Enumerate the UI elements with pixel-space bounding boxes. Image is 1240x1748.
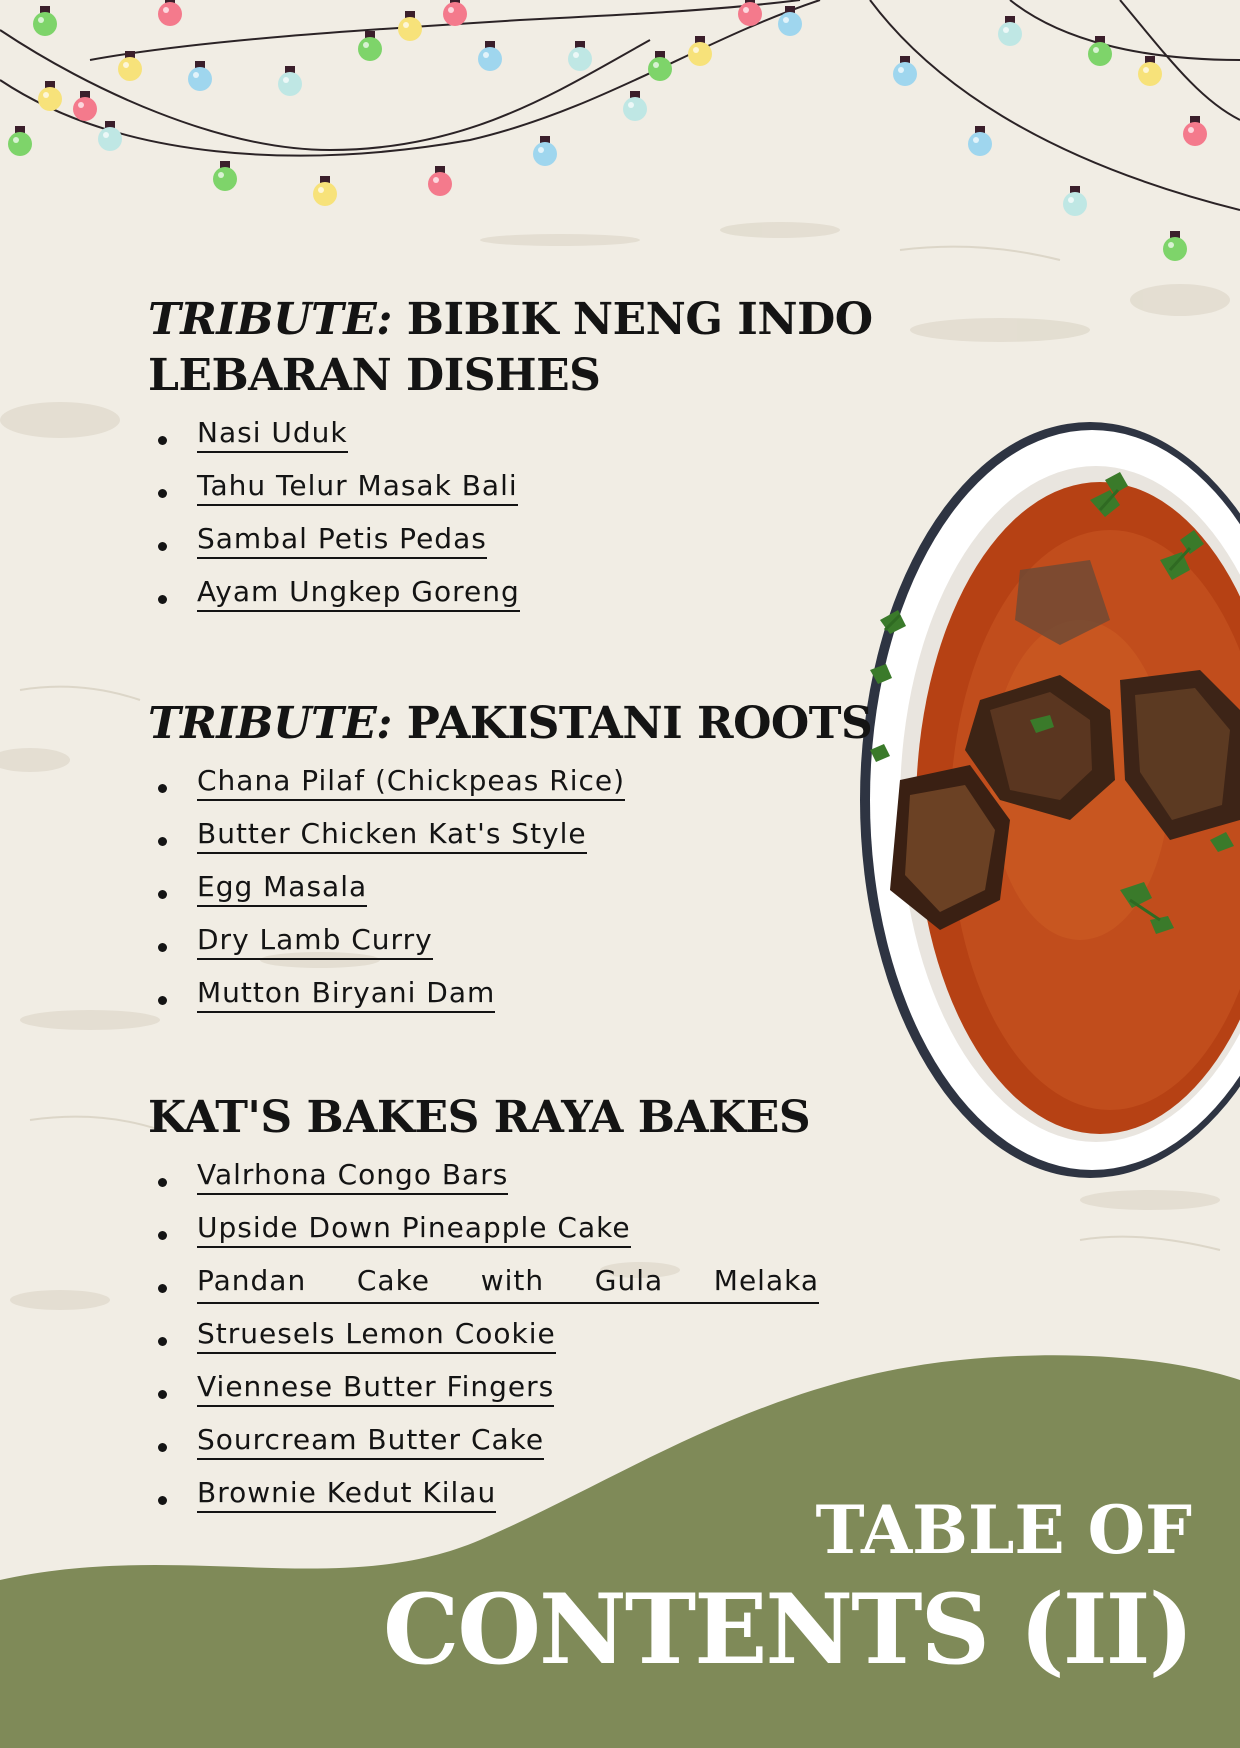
light-wire	[0, 30, 650, 150]
heading-line2: LEBARAN DISHES	[148, 350, 601, 401]
list-item	[148, 1262, 819, 1315]
recipe-link-brownie-kedut[interactable]: Brownie Kedut Kilau	[197, 1476, 496, 1513]
light-bulb-icon	[478, 41, 502, 71]
list-item	[148, 921, 908, 974]
light-bulb-icon	[188, 61, 212, 91]
light-bulb-icon	[38, 81, 62, 111]
recipe-link-pineapple-cake[interactable]: Upside Down Pineapple Cake	[197, 1211, 631, 1248]
list-item	[148, 974, 908, 1027]
light-bulb-icon	[358, 31, 382, 61]
recipe-link-word: Gula	[594, 1264, 664, 1297]
recipe-link-tahu-telur[interactable]: Tahu Telur Masak Bali	[197, 469, 518, 506]
list-item	[148, 520, 873, 573]
recipe-link-valrhona-congo[interactable]: Valrhona Congo Bars	[197, 1158, 508, 1195]
list-item	[148, 1209, 819, 1262]
light-bulb-icon	[688, 36, 712, 66]
title-line-2: CONTENTS (II)	[383, 1573, 1192, 1686]
light-bulb-icon	[98, 121, 122, 151]
recipe-link-nasi-uduk[interactable]: Nasi Uduk	[197, 416, 348, 453]
recipe-link-butter-chicken[interactable]: Butter Chicken Kat's Style	[197, 817, 587, 854]
recipe-link-word: Melaka	[713, 1264, 819, 1297]
recipe-link-mutton-biryani[interactable]: Mutton Biryani Dam	[197, 976, 495, 1013]
light-bulb-icon	[568, 41, 592, 71]
list-item	[148, 1421, 819, 1474]
list-item	[148, 573, 873, 626]
recipe-link-sambal-petis[interactable]: Sambal Petis Pedas	[197, 522, 487, 559]
recipe-link-egg-masala[interactable]: Egg Masala	[197, 870, 367, 907]
recipe-link-dry-lamb-curry[interactable]: Dry Lamb Curry	[197, 923, 433, 960]
light-bulb-icon	[313, 176, 337, 206]
light-bulb-icon	[158, 0, 182, 26]
recipe-list	[148, 762, 908, 1027]
title-line-1: TABLE OF	[815, 1491, 1192, 1569]
light-bulb-icon	[893, 56, 917, 86]
light-wire	[870, 0, 1240, 210]
heading-text: PAKISTANI ROOTS	[391, 698, 873, 749]
page-title	[383, 1490, 1192, 1690]
list-item	[148, 414, 873, 467]
light-bulb-icon	[278, 66, 302, 96]
recipe-link-word: with	[480, 1264, 545, 1297]
list-item	[148, 1156, 819, 1209]
list-item	[148, 868, 908, 921]
light-bulb-icon	[33, 6, 57, 36]
section-pakistani-roots	[148, 696, 908, 1027]
recipe-link-lemon-cookie[interactable]: Struesels Lemon Cookie	[197, 1317, 556, 1354]
list-item	[148, 1315, 819, 1368]
recipe-link-word: Cake	[356, 1264, 431, 1297]
recipe-link-viennese-fingers[interactable]: Viennese Butter Fingers	[197, 1370, 554, 1407]
light-bulb-icon	[398, 11, 422, 41]
section-heading	[148, 696, 908, 752]
list-item	[148, 762, 908, 815]
light-bulb-icon	[778, 6, 802, 36]
heading-prefix: TRIBUTE:	[148, 698, 392, 749]
heading-prefix: TRIBUTE:	[148, 294, 392, 345]
section-kats-bakes	[148, 1090, 819, 1527]
light-bulb-icon	[213, 161, 237, 191]
recipe-link-word: Pandan	[197, 1264, 307, 1297]
heading-text: BIBIK NENG INDO	[391, 294, 873, 345]
light-bulb-icon	[1138, 56, 1162, 86]
list-item	[148, 1368, 819, 1421]
list-item	[148, 467, 873, 520]
section-heading	[148, 292, 873, 404]
light-bulb-icon	[428, 166, 452, 196]
light-bulb-icon	[8, 126, 32, 156]
recipe-link-sourcream-cake[interactable]: Sourcream Butter Cake	[197, 1423, 544, 1460]
light-bulb-icon	[1063, 186, 1087, 216]
light-bulb-icon	[648, 51, 672, 81]
section-heading: KAT'S BAKES RAYA BAKES	[148, 1092, 811, 1143]
light-wire	[1010, 0, 1240, 60]
light-bulb-icon	[1163, 231, 1187, 261]
recipe-link-pandan-cake[interactable]	[197, 1262, 819, 1304]
light-bulb-icon	[623, 91, 647, 121]
light-bulb-icon	[73, 91, 97, 121]
section-bibik-neng-indo	[148, 292, 873, 626]
recipe-list	[148, 414, 873, 626]
string-lights-icon	[0, 0, 1240, 270]
light-bulb-icon	[443, 0, 467, 26]
recipe-link-ayam-ungkep[interactable]: Ayam Ungkep Goreng	[197, 575, 520, 612]
light-bulb-icon	[968, 126, 992, 156]
list-item	[148, 815, 908, 868]
light-bulb-icon	[1183, 116, 1207, 146]
light-bulb-icon	[533, 136, 557, 166]
light-bulb-icon	[998, 16, 1022, 46]
recipe-link-chana-pilaf[interactable]: Chana Pilaf (Chickpeas Rice)	[197, 764, 625, 801]
curry-bowl-image	[860, 420, 1240, 1180]
recipe-list	[148, 1156, 819, 1527]
